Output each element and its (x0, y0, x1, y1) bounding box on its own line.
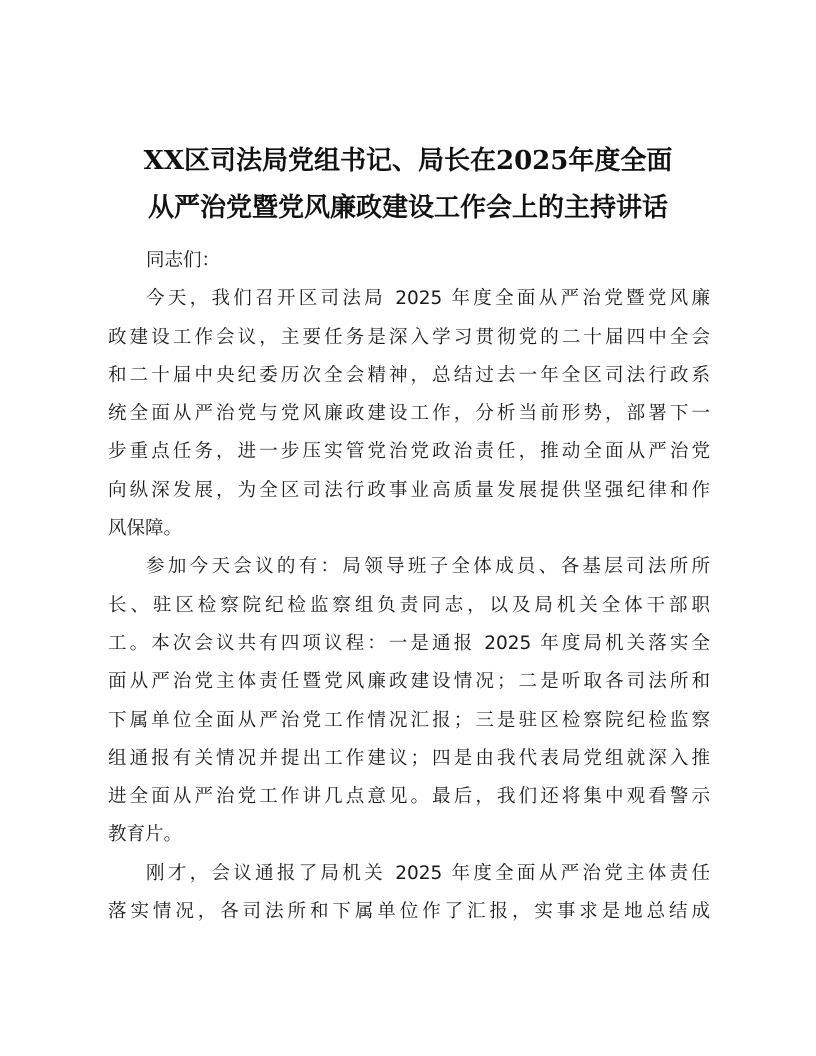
body-line: 向纵深发展，为全区司法行政事业高质量发展提供坚强纪律和作 (108, 479, 710, 501)
document-body (108, 242, 710, 931)
title-line-1: XX区司法局党组书记、局长在2025年度全面 (143, 146, 673, 176)
body-line: 政建设工作会议，主要任务是深入学习贯彻党的二十届四中全会 (108, 326, 710, 348)
body-line: 风保障。 (108, 518, 183, 540)
document-title (100, 138, 716, 232)
body-line: 进全面从严治党工作讲几点意见。最后，我们还将集中观看警示 (108, 786, 710, 808)
body-line: 教育片。 (108, 824, 183, 846)
body-line: 面从严治党主体责任暨党风廉政建设情况；二是听取各司法所和 (108, 671, 710, 693)
title-line-2: 从严治党暨党风廉政建设工作会上的主持讲话 (147, 193, 668, 223)
body-line: 和二十届中央纪委历次全会精神，总结过去一年全区司法行政系 (108, 364, 710, 386)
body-line: 落实情况，各司法所和下属单位作了汇报，实事求是地总结成 (108, 901, 710, 923)
body-line: 工。本次会议共有四项议程：一是通报 2025 年度局机关落实全 (108, 632, 710, 654)
body-line: 下属单位全面从严治党工作情况汇报；三是驻区检察院纪检监察 (108, 709, 710, 731)
body-line: 参加今天会议的有：局领导班子全体成员、各基层司法所所 (146, 556, 710, 578)
body-line: 刚才，会议通报了局机关 2025 年度全面从严治党主体责任 (146, 862, 710, 884)
body-line: 步重点任务，进一步压实管党治党政治责任，推动全面从严治党 (108, 441, 710, 463)
body-line: 今天，我们召开区司法局 2025 年度全面从严治党暨党风廉 (146, 288, 710, 310)
body-line: 统全面从严治党与党风廉政建设工作，分析当前形势，部署下一 (108, 403, 710, 425)
body-line: 组通报有关情况并提出工作建议；四是由我代表局党组就深入推 (108, 747, 710, 769)
body-line: 长、驻区检察院纪检监察组负责同志，以及局机关全体干部职 (108, 594, 710, 616)
salutation-line: 同志们： (146, 250, 221, 271)
